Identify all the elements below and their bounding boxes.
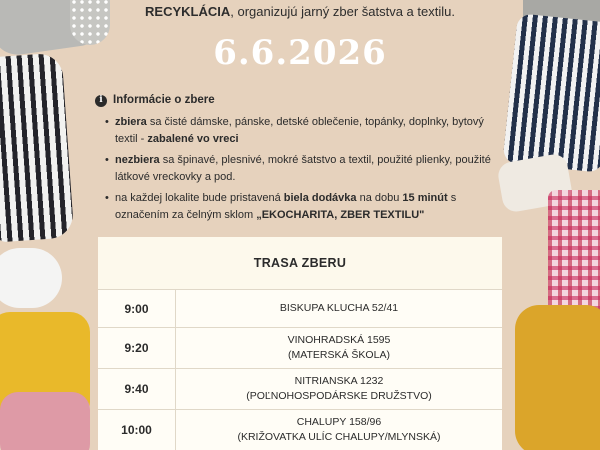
intro-bold: RECYKLÁCIA bbox=[145, 4, 231, 19]
info-item-text: sa čisté dámske, pánske, detské oblečenie, topánky, doplnky, bytový textil - bbox=[115, 115, 484, 145]
route-table bbox=[98, 237, 502, 450]
location-line1: VINOHRADSKÁ 1595 bbox=[287, 333, 391, 346]
location-line1: NITRIANSKA 1232 bbox=[294, 374, 384, 387]
info-item-text: sa špinavé, plesnivé, mokré šatstvo a textil, použité plienky, použité látkové vreckovky a pod. bbox=[115, 153, 491, 183]
row-location bbox=[176, 290, 502, 327]
info-list bbox=[95, 114, 505, 224]
location-line1: BISKUPA KLUCHA 52/41 bbox=[279, 301, 399, 314]
collection-date: 6.6.2026 bbox=[213, 33, 387, 73]
intro-rest: , organizujú jarný zber šatstva a textilu. bbox=[230, 4, 455, 19]
info-item-text: s označením za čelným sklom bbox=[115, 192, 457, 222]
location-line1: CHALUPY 158/96 bbox=[296, 415, 382, 428]
yellow-sweater-right-decoration bbox=[515, 305, 600, 450]
intro-text bbox=[100, 4, 500, 19]
location-line2: (POĽNOHOSPODÁRSKE DRUŽSTVO) bbox=[246, 390, 432, 402]
info-item-lead: nezbiera bbox=[115, 153, 160, 166]
row-time: 9:40 bbox=[98, 369, 176, 409]
row-time: 9:20 bbox=[98, 328, 176, 368]
row-location bbox=[176, 410, 502, 450]
info-item-text: na dobu bbox=[356, 192, 403, 204]
location-line2: (KRIŽOVATKA ULÍC CHALUPY/MLYNSKÁ) bbox=[237, 431, 441, 443]
row-time: 9:00 bbox=[98, 290, 176, 327]
striped-shirt-right-decoration bbox=[502, 13, 600, 173]
info-item-van bbox=[105, 190, 505, 224]
info-item-bold: „EKOCHARITA, ZBER TEXTILU" bbox=[256, 209, 425, 222]
row-location bbox=[176, 369, 502, 409]
table-row bbox=[98, 289, 502, 327]
white-sock-decoration bbox=[0, 248, 62, 308]
info-icon: i bbox=[95, 95, 107, 107]
info-heading bbox=[95, 92, 505, 110]
location-line2: (MATERSKÁ ŠKOLA) bbox=[288, 349, 390, 361]
info-item-bold: biela dodávka bbox=[283, 192, 357, 204]
info-heading-text: Informácie o zbere bbox=[113, 94, 215, 106]
info-item-not-collects bbox=[105, 152, 505, 186]
table-row bbox=[98, 409, 502, 450]
pink-sweater-decoration bbox=[0, 392, 90, 450]
striped-shirt-left-decoration bbox=[0, 53, 74, 243]
info-item-lead: zbiera bbox=[115, 115, 147, 128]
info-item-bold: zabalené vo vreci bbox=[147, 132, 239, 145]
info-section bbox=[95, 92, 505, 228]
table-row bbox=[98, 368, 502, 409]
table-row bbox=[98, 327, 502, 368]
info-item-collects bbox=[105, 114, 505, 148]
info-item-text: na každej lokalite bude pristavená bbox=[115, 192, 284, 204]
row-location bbox=[176, 328, 502, 368]
route-table-title: TRASA ZBERU bbox=[98, 237, 502, 289]
row-time: 10:00 bbox=[98, 410, 176, 450]
info-item-bold: 15 minút bbox=[402, 192, 448, 204]
